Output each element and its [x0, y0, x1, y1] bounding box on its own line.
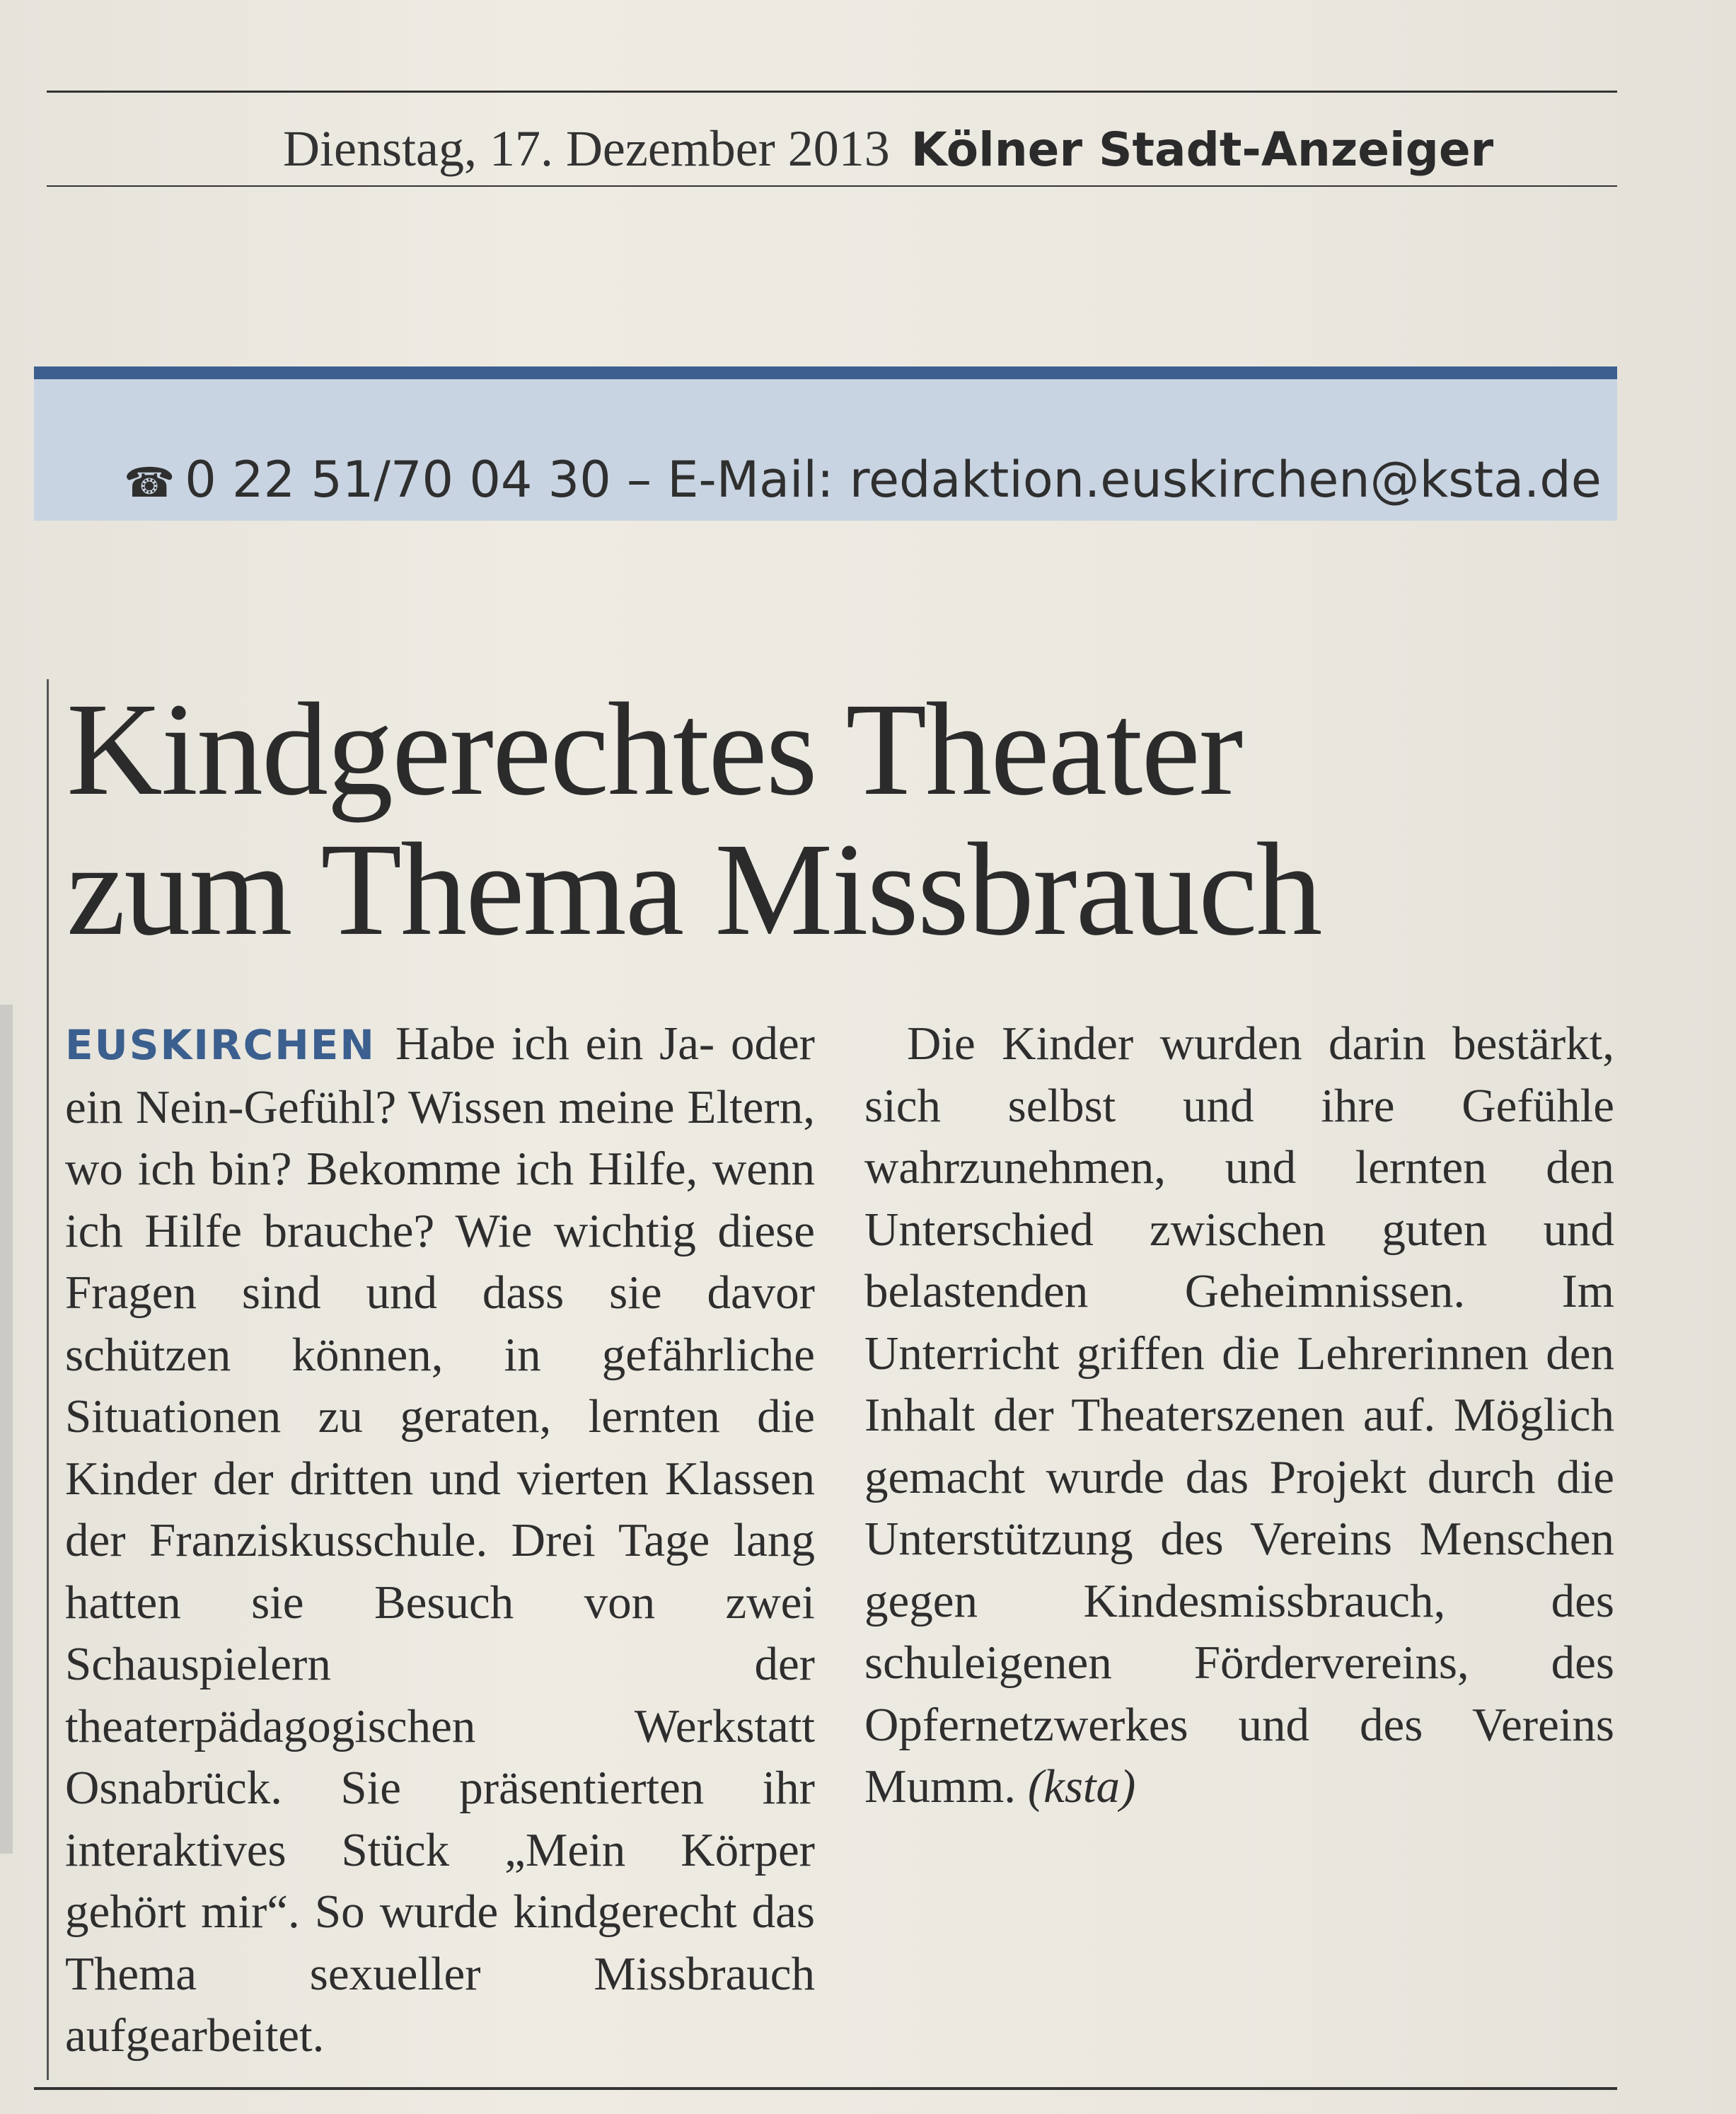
article-column-left: [65, 1013, 815, 2067]
article-paragraph-1: [65, 1013, 815, 2067]
phone-icon: ☎: [124, 458, 175, 507]
article-column-right: [864, 1013, 1614, 1818]
newspaper-name: Kölner Stadt-Anzeiger: [910, 122, 1494, 177]
contact-line: [124, 444, 1609, 515]
bottom-rule: [34, 2087, 1617, 2090]
column-rule: [47, 679, 49, 2080]
headline: [66, 675, 1587, 963]
header-rule: [47, 185, 1617, 187]
article-paragraph-2: [864, 1013, 1614, 1818]
contact-text: 0 22 51/70 04 30 – E-Mail: redaktion.euskirchen@ksta.de: [185, 451, 1602, 509]
issue-header: [283, 113, 1620, 184]
article-source: (ksta): [1027, 1760, 1136, 1813]
article-kicker: EUSKIRCHEN: [65, 1021, 376, 1069]
section-bar: [34, 366, 1617, 379]
article-paragraph-2-text: Die Kinder wurden darin bestärkt, sich selbst und ihre Gefühle wahrzunehmen, und lernten den Unterschied zwischen guten und belastenden Geheimnissen. Im Unterricht griffen die Lehrerinnen den Inhalt der Theaterszenen auf. Möglich gemacht wurde das Projekt durch die Unterstützung des Vereins Menschen gegen Kindesmissbrauch, des schuleigenen Fördervereins, des Opfernetzwerkes und des Vereins Mumm.: [864, 1017, 1614, 1813]
issue-date: Dienstag, 17. Dezember 2013: [283, 120, 890, 177]
headline-line-2: zum Thema Missbrauch: [66, 815, 1321, 963]
headline-line-1: Kindgerechtes Theater: [66, 675, 1242, 823]
article-paragraph-1-text: Habe ich ein Ja- oder ein Nein-Gefühl? Wissen meine Eltern, wo ich bin? Bekomme ich Hilfe, wenn ich Hilfe brauche? Wie wichtig diese Fragen sind und dass sie davor schützen können, in gefährliche Situationen zu geraten, lernten die Kinder der dritten und vierten Klassen der Franziskusschule. Drei Tage lang hatten sie Besuch von zwei Schauspielern der theaterpädagogischen Werkstatt Osnabrück. Sie präsentierten ihr interaktives Stück „Mein Körper gehört mir“. So wurde kindgerecht das Thema sexueller Missbrauch aufgearbeitet.: [65, 1017, 815, 2062]
left-edge-mark: [0, 1005, 13, 1854]
top-rule: [47, 91, 1617, 93]
